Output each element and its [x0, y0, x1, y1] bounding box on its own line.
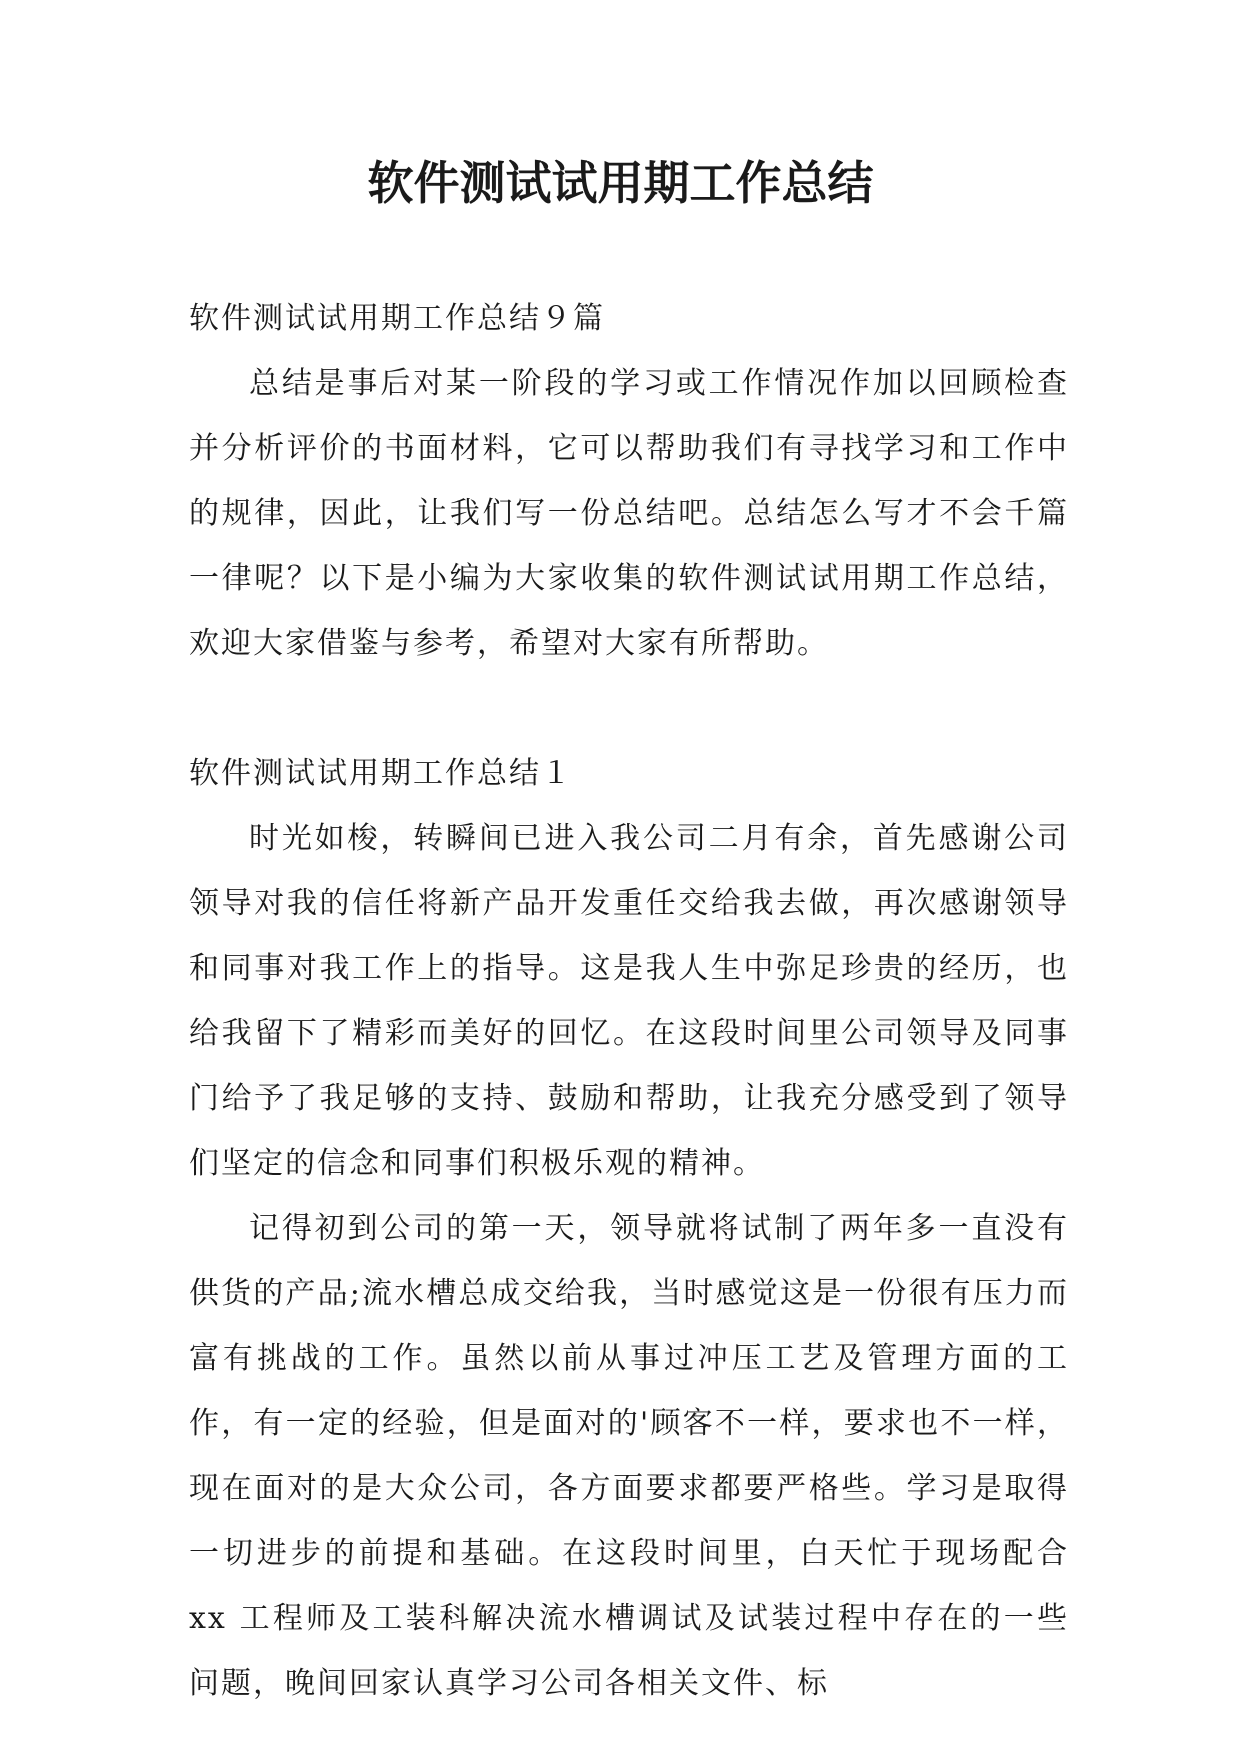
intro-paragraph: 总结是事后对某一阶段的学习或工作情况作加以回顾检查并分析评价的书面材料，它可以帮助我们有寻找学习和工作中的规律，因此，让我们写一份总结吧。总结怎么写才不会千篇一律呢？以下是小编为大家收集的软件测试试用期工作总结，欢迎大家借鉴与参考，希望对大家有所帮助。: [189, 366, 1069, 661]
document-title: 软件测试试用期工作总结: [367, 156, 874, 210]
document-subtitle: 软件测试试用期工作总结９篇: [189, 301, 605, 336]
section-1-heading: 软件测试试用期工作总结１: [189, 756, 573, 791]
document-body: [189, 286, 1069, 1716]
section-1-paragraph-1: 时光如梭，转瞬间已进入我公司二月有余，首先感谢公司领导对我的信任将新产品开发重任交给我去做，再次感谢领导和同事对我工作上的指导。这是我人生中弥足珍贵的经历，也给我留下了精彩而美好的回忆。在这段时间里公司领导及同事门给予了我足够的支持、鼓励和帮助，让我充分感受到了领导们坚定的信念和同事们积极乐观的精神。: [189, 821, 1069, 1181]
section-1-paragraph-2: 记得初到公司的第一天，领导就将试制了两年多一直没有供货的产品;流水槽总成交给我，当时感觉这是一份很有压力而富有挑战的工作。虽然以前从事过冲压工艺及管理方面的工作，有一定的经验，但是面对的'顾客不一样，要求也不一样，现在面对的是大众公司，各方面要求都要严格些。学习是取得一切进步的前提和基础。在这段时间里，白天忙于现场配合 xx 工程师及工装科解决流水槽调试及试装过程中存在的一些问题，晚间回家认真学习公司各相关文件、标: [189, 1211, 1069, 1701]
section-spacer: [189, 676, 1069, 741]
